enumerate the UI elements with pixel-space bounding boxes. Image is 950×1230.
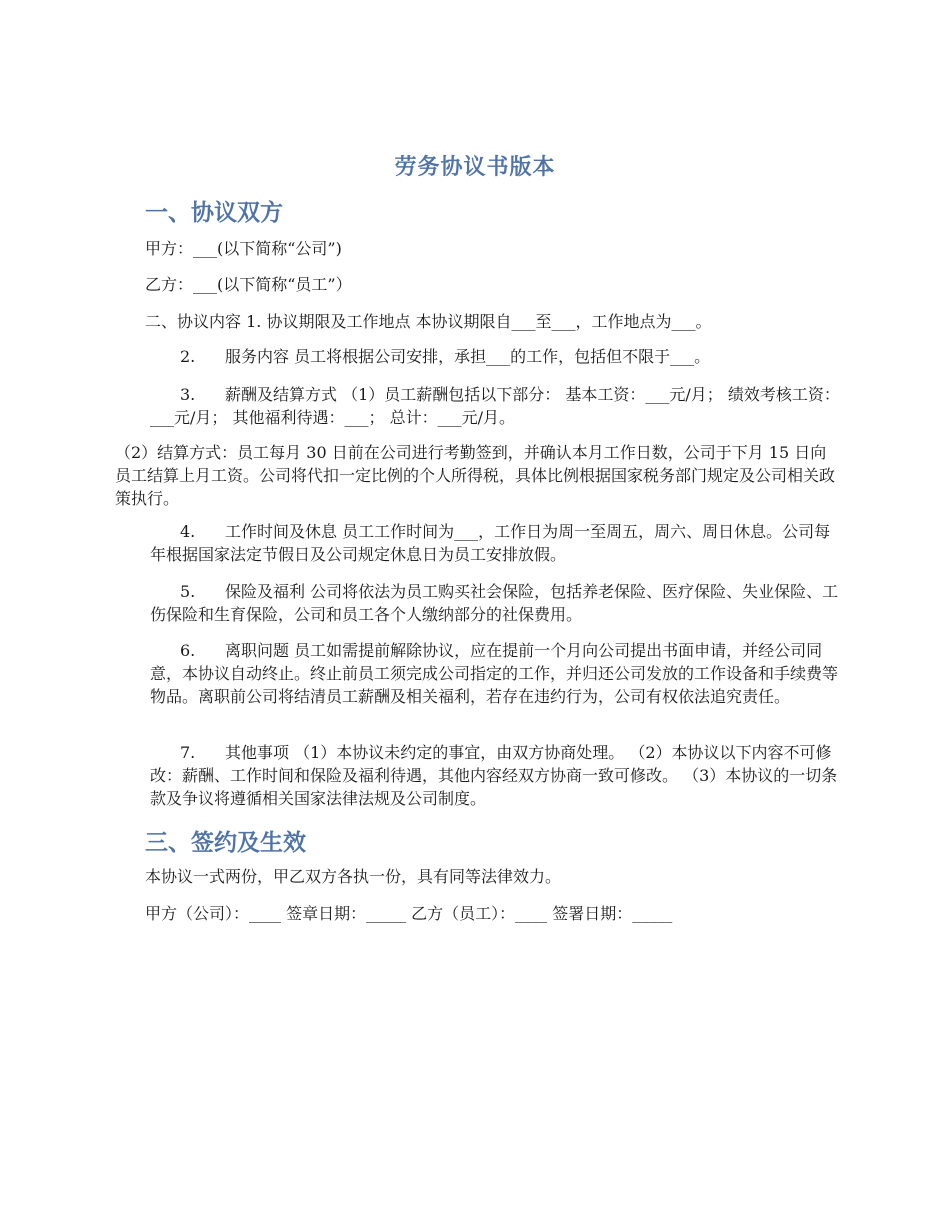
clause-text: 离职问题 员工如需提前解除协议，应在提前一个月向公司提出书面申请，并经公司同意，本协议自动终止。终止前员工须完成公司指定的工作，并归还公司发放的工作设备和手续费等物品。离职前公司将结清员工薪酬及相关福利，若存在违约行为，公司有权依法追究责任。 xyxy=(150,641,839,706)
clause-7 xyxy=(150,741,840,810)
clause-number: 5. xyxy=(180,582,196,601)
clause-number: 3. xyxy=(180,385,196,404)
party-a-line: 甲方：___(以下简称“公司”) xyxy=(145,239,342,258)
party-b-line: 乙方：___(以下简称“员工”） xyxy=(145,275,352,294)
clause-text: 保险及福利 公司将依法为员工购买社会保险，包括养老保险、医疗保险、失业保险、工伤保险和生育保险，公司和员工各个人缴纳部分的社保费用。 xyxy=(150,582,839,624)
settlement-paragraph: （2）结算方式：员工每月 30 日前在公司进行考勤签到，并确认本月工作日数，公司于下月 15 日向员工结算上月工资。公司将代扣一定比例的个人所得税，具体比例根据国家税务部门规定及公司相关政策执行。 xyxy=(115,443,836,508)
section-heading-signing: 三、签约及生效 xyxy=(145,830,306,856)
clause-5 xyxy=(150,580,840,626)
signature-line: 甲方（公司）：____ 签章日期：_____ 乙方（员工）：____ 签署日期：_____ xyxy=(145,904,673,923)
clause-text: 工作时间及休息 员工工作时间为___，工作日为周一至周五，周六、周日休息。公司每年根据国家法定节假日及公司规定休息日为员工安排放假。 xyxy=(150,522,831,564)
clause-number: 2. xyxy=(180,347,196,366)
clause-6 xyxy=(150,639,840,708)
copies-line: 本协议一式两份，甲乙双方各执一份，具有同等法律效力。 xyxy=(145,867,562,886)
clause-4 xyxy=(150,520,840,566)
clause-3 xyxy=(150,383,840,429)
clause-text: 服务内容 员工将根据公司安排，承担___的工作，包括但不限于___。 xyxy=(225,347,711,366)
clause-text: 薪酬及结算方式 （1）员工薪酬包括以下部分： 基本工资：___元/月； 绩效考核工资：___元/月； 其他福利待遇：___； 总计：___元/月。 xyxy=(150,385,840,427)
clause-number: 6. xyxy=(180,641,196,660)
document-title: 劳务协议书版本 xyxy=(394,155,556,180)
section-heading-parties: 一、协议双方 xyxy=(145,200,283,226)
agreement-term-line: 二、协议内容 1. 协议期限及工作地点 本协议期限自___至___，工作地点为___。 xyxy=(145,312,712,331)
clause-number: 4. xyxy=(180,522,196,541)
clause-number: 7. xyxy=(180,743,196,762)
clause-text: 其他事项 （1）本协议未约定的事宜，由双方协商处理。 （2）本协议以下内容不可修改：薪酬、工作时间和保险及福利待遇，其他内容经双方协商一致可修改。 （3）本协议的一切条款及争议将遵循相关国家法律法规及公司制度。 xyxy=(150,743,838,808)
clause-2 xyxy=(150,345,840,368)
